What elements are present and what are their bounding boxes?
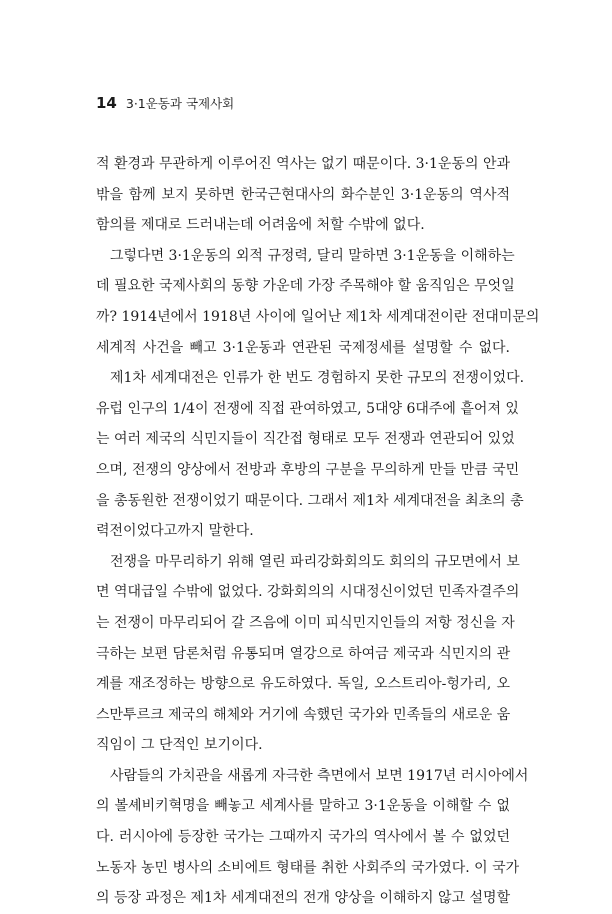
running-title: 3·1운동과 국제사회 <box>125 96 235 111</box>
text-line: 다. 러시아에 등장한 국가는 그때까지 국가의 역사에서 볼 수 없었던 <box>96 829 510 846</box>
text-line: 노동자 농민 병사의 소비에트 형태를 취한 사회주의 국가였다. 이 국가 <box>96 859 520 876</box>
text-line: 밖을 함께 보지 못하면 한국근현대사의 화수분인 3·1운동의 역사적 <box>96 186 510 203</box>
page-number: 14 <box>96 94 117 112</box>
text-line: 력전이었다고까지 말한다. <box>96 523 254 540</box>
text-line: 전쟁을 마무리하기 위해 열린 파리강화회의도 회의의 규모면에서 보 <box>110 553 520 570</box>
text-line: 의 등장 과정은 제1차 세계대전의 전개 양상을 이해하지 않고 설명할 <box>96 890 511 907</box>
text-line: 의 볼셰비키혁명을 빼놓고 세계사를 말하고 3·1운동을 이해할 수 없 <box>96 798 510 815</box>
text-line: 을 총동원한 전쟁이었기 때문이다. 그래서 제1차 세계대전을 최초의 총 <box>96 492 524 509</box>
text-line: 그렇다면 3·1운동의 외적 규정력, 달리 말하면 3·1운동을 이해하는 <box>110 247 515 264</box>
text-line: 는 전쟁이 마무리되어 갈 즈음에 이미 피식민지인들의 저항 정신을 자 <box>96 614 515 631</box>
page-header <box>96 94 234 112</box>
text-line: 스만투르크 제국의 해체와 거기에 속했던 국가와 민족들의 새로운 움 <box>96 706 511 723</box>
text-line: 적 환경과 무관하게 이루어진 역사는 없기 때문이다. 3·1운동의 안과 <box>96 156 510 172</box>
text-line: 사람들의 가치관을 새롭게 자극한 측면에서 보면 1917년 러시아에서 <box>110 767 529 784</box>
body-text <box>96 149 540 914</box>
text-line: 제1차 세계대전은 인류가 한 번도 경험하지 못한 규모의 전쟁이었다. <box>110 370 525 387</box>
text-line: 세계적 사건을 빼고 3·1운동과 연관된 국제정세를 설명할 수 없다. <box>96 339 510 356</box>
text-line: 면 역대급일 수밖에 없었다. 강화회의의 시대정신이었던 민족자결주의 <box>96 584 520 601</box>
text-line: 는 여러 제국의 식민지들이 직간접 형태로 모두 전쟁과 연관되어 있었 <box>96 431 515 448</box>
text-line: 직임이 그 단적인 보기이다. <box>96 737 263 754</box>
text-line: 데 필요한 국제사회의 동향 가운데 가장 주목해야 할 움직임은 무엇일 <box>96 278 515 295</box>
text-line: 함의를 제대로 드러내는데 어려움에 처할 수밖에 없다. <box>96 217 425 234</box>
text-line: 계를 재조정하는 방향으로 유도하였다. 독일, 오스트리아-헝가리, 오 <box>96 676 510 693</box>
text-line: 유럽 인구의 1/4이 전쟁에 직접 관여하였고, 5대양 6대주에 흩어져 있 <box>96 400 519 417</box>
text-line: 까? 1914년에서 1918년 사이에 일어난 제1차 세계대전이란 전대미문의 <box>96 308 540 325</box>
text-line: 극하는 보편 담론처럼 유통되며 열강으로 하여금 제국과 식민지의 관 <box>96 645 511 662</box>
text-line: 으며, 전쟁의 양상에서 전방과 후방의 구분을 무의하게 만들 만큼 국민 <box>96 461 520 478</box>
